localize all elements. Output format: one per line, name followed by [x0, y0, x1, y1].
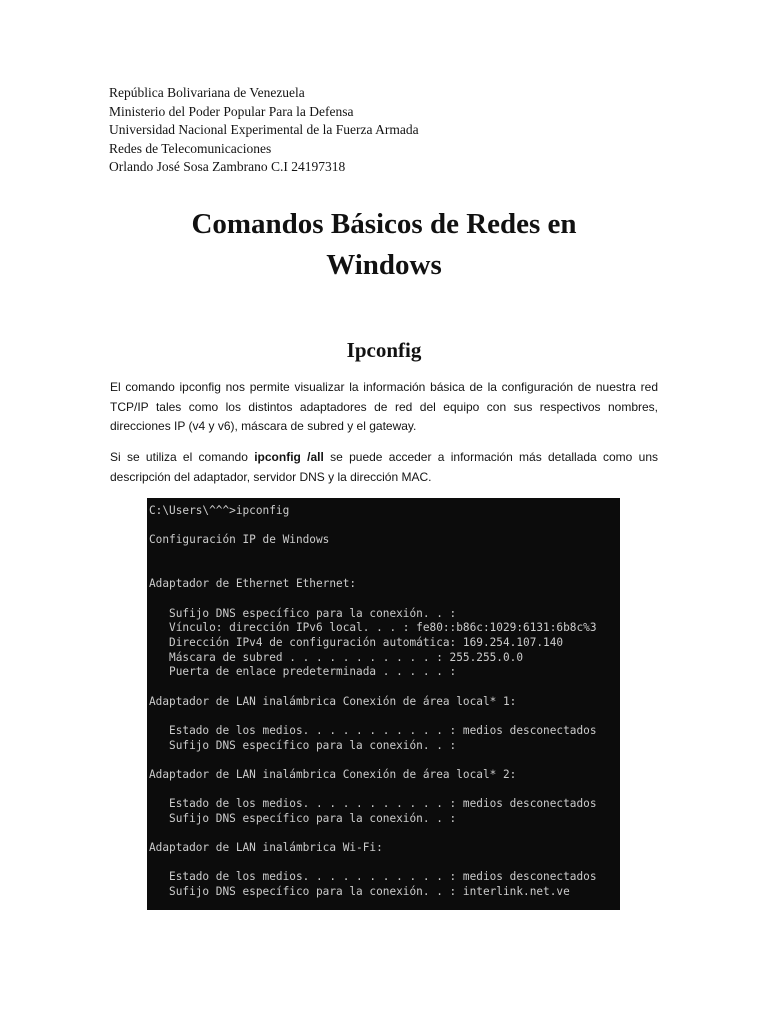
- document-header: [109, 84, 419, 177]
- paragraph-ipconfig-description: El comando ipconfig nos permite visualizar la información básica de la configuración de nuestra red TCP/IP tales como los distintos adaptadores de red del equipo con sus respectivos nombres, direcciones IP (v4 y v6), máscara de subred y el gateway.: [110, 380, 658, 433]
- header-line-course: Redes de Telecomunicaciones: [109, 140, 272, 156]
- paragraph-ipconfig-all-rest: se puede acceder a información más detallada como uns descripción del adaptador, servidor DNS y la dirección MAC.: [110, 450, 658, 484]
- terminal-line: Sufijo DNS específico para la conexión. . : interlink.net.ve: [149, 885, 570, 899]
- terminal-line: Configuración IP de Windows: [149, 533, 330, 547]
- document-title-line2: Windows: [326, 249, 442, 281]
- terminal-line: [149, 782, 620, 797]
- document-title: [0, 204, 768, 286]
- terminal-line: [149, 856, 620, 871]
- header-line-university: Universidad Nacional Experimental de la Fuerza Armada: [109, 122, 419, 137]
- terminal-line: Estado de los medios. . . . . . . . . . . : medios desconectados: [149, 870, 597, 884]
- terminal-line: Adaptador de LAN inalámbrica Conexión de área local* 2:: [149, 767, 517, 781]
- section-heading-ipconfig: Ipconfig: [346, 338, 422, 362]
- terminal-line: Estado de los medios. . . . . . . . . . . : medios desconectados: [149, 797, 597, 811]
- terminal-line: Estado de los medios. . . . . . . . . . . : medios desconectados: [149, 723, 597, 737]
- terminal-line: Sufijo DNS específico para la conexión. . :: [149, 606, 457, 620]
- header-line-country: República Bolivariana de Venezuela: [109, 85, 305, 100]
- document-title-line1: Comandos Básicos de Redes en: [191, 208, 577, 240]
- paragraph-ipconfig-all-intro: Si se utiliza el comando: [110, 450, 255, 464]
- terminal-line: [149, 592, 620, 607]
- terminal-line: [149, 680, 620, 695]
- terminal-line: Adaptador de Ethernet Ethernet:: [149, 577, 357, 591]
- terminal-line: Puerta de enlace predeterminada . . . . . :: [149, 665, 457, 679]
- terminal-line: [149, 753, 620, 768]
- terminal-line: [149, 826, 620, 841]
- terminal-line: Vínculo: dirección IPv6 local. . . : fe80::b86c:1029:6131:6b8c%3: [149, 621, 597, 635]
- terminal-line: [149, 709, 620, 724]
- terminal-line: Sufijo DNS específico para la conexión. . :: [149, 811, 457, 825]
- terminal-line: C:\Users\^^^>ipconfig: [149, 504, 290, 517]
- paragraph-ipconfig-all-command: ipconfig /all: [254, 450, 324, 464]
- terminal-line: [149, 519, 620, 534]
- header-line-ministry: Ministerio del Poder Popular Para la Defensa: [109, 103, 354, 119]
- terminal-line: Máscara de subred . . . . . . . . . . . : 255.255.0.0: [149, 650, 524, 664]
- terminal-screenshot: [147, 498, 620, 910]
- header-line-author: Orlando José Sosa Zambrano C.I 24197318: [109, 159, 346, 174]
- terminal-output: [147, 498, 620, 900]
- terminal-line: Adaptador de LAN inalámbrica Conexión de área local* 1:: [149, 694, 517, 708]
- terminal-line: Adaptador de LAN inalámbrica Wi-Fi:: [149, 841, 383, 855]
- terminal-line: [149, 563, 620, 578]
- terminal-line: [149, 548, 620, 563]
- terminal-line: Sufijo DNS específico para la conexión. . :: [149, 738, 457, 752]
- terminal-line: Dirección IPv4 de configuración automática: 169.254.107.140: [149, 635, 564, 649]
- paragraph-ipconfig-all: [110, 448, 658, 487]
